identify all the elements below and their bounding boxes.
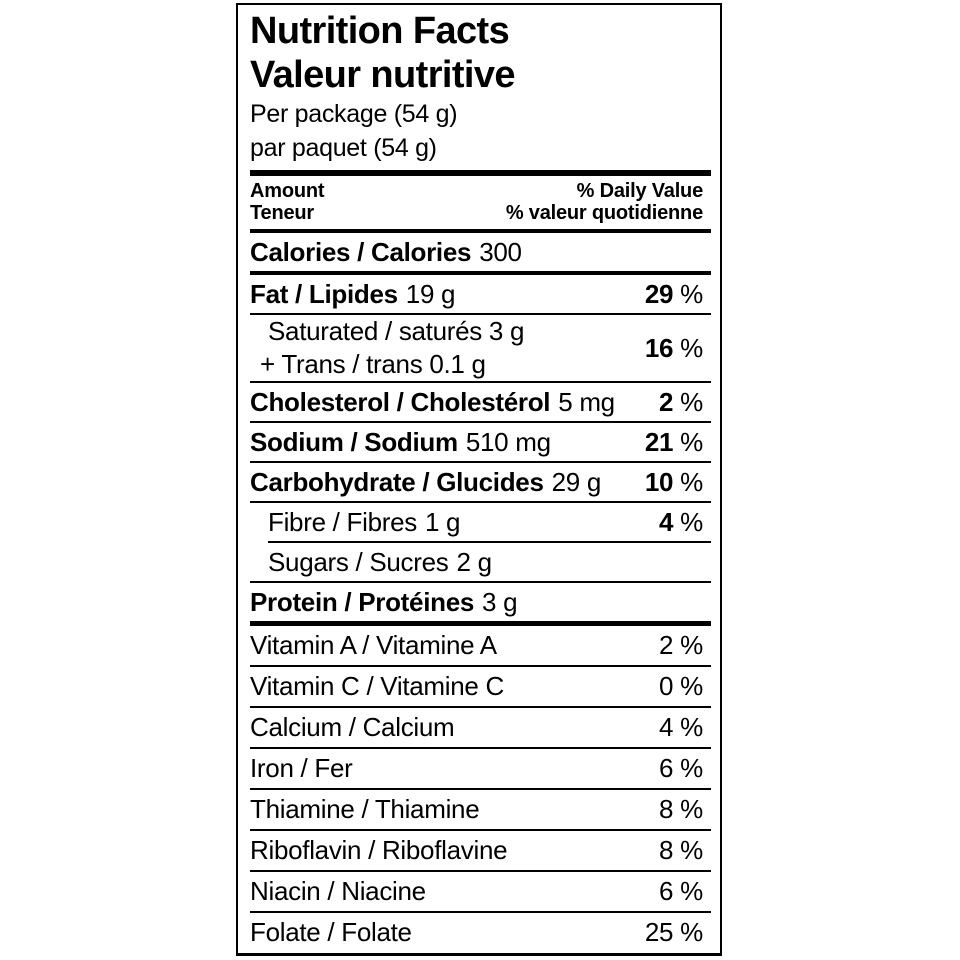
serving-size-fr: par paquet (54 g) — [250, 134, 437, 162]
percent-sign: % — [680, 506, 703, 537]
dv-number: 8 — [659, 794, 674, 824]
dv-number: 21 — [644, 426, 674, 457]
nutrient-name: Fibre / Fibres — [268, 506, 417, 537]
calories-value: 300 — [479, 236, 522, 267]
nutrient-amount: 29 g — [551, 466, 602, 497]
nutrient-row-cholesterol — [250, 383, 711, 421]
dv-number: 2 — [659, 386, 674, 417]
dv-number: 29 — [644, 278, 674, 309]
percent-sign: % — [680, 794, 703, 824]
micronutrient-row-vitamin-a — [250, 626, 711, 665]
micronutrient-name: Calcium / Calcium — [250, 712, 455, 742]
micronutrient-row-calcium — [250, 708, 711, 747]
amount-header-en: Amount — [250, 180, 325, 202]
label-title-en: Nutrition Facts — [250, 10, 510, 52]
nutrient-amount: 1 g — [424, 506, 461, 537]
dv-number: 6 — [659, 876, 674, 906]
nutrient-name: Sodium / Sodium — [250, 426, 458, 457]
serving-size-en: Per package (54 g) — [250, 100, 458, 128]
micronutrient-row-niacin — [250, 872, 711, 911]
percent-sign: % — [680, 466, 703, 497]
nutrient-row-sugars — [250, 543, 711, 581]
daily-value — [659, 753, 703, 784]
saturated-line: Saturated / saturés 3 g — [268, 316, 525, 346]
nutrient-name: Sugars / Sucres — [268, 546, 449, 577]
nutrient-label-group — [250, 279, 455, 310]
nutrient-label-group — [250, 315, 524, 381]
micronutrient-name: Niacin / Niacine — [250, 876, 426, 906]
nutrient-label-group — [250, 467, 601, 498]
micronutrient-name: Iron / Fer — [250, 753, 353, 783]
nutrient-row-carbohydrate — [250, 463, 711, 501]
calories-row — [250, 233, 711, 271]
daily-value-header-fr: % valeur quotidienne — [505, 202, 703, 224]
nutrient-amount: 5 mg — [558, 386, 615, 417]
percent-sign: % — [680, 386, 703, 417]
micronutrient-row-riboflavin — [250, 831, 711, 870]
daily-value — [659, 835, 703, 866]
daily-value — [645, 279, 703, 310]
calories-label-group — [250, 237, 522, 268]
percent-sign: % — [680, 278, 703, 309]
daily-value — [659, 630, 703, 661]
dv-number: 4 — [659, 506, 674, 537]
daily-value — [645, 427, 703, 458]
daily-value — [659, 712, 703, 743]
dv-number: 4 — [659, 712, 674, 742]
micronutrient-name: Vitamin A / Vitamine A — [250, 630, 497, 660]
micronutrient-row-iron — [250, 749, 711, 788]
nutrient-label-group — [250, 587, 517, 618]
nutrient-row-fat — [250, 275, 711, 313]
amount-header-fr: Teneur — [250, 202, 314, 224]
nutrient-row-saturated-trans — [250, 315, 711, 381]
column-headers — [250, 176, 711, 229]
daily-value — [659, 507, 703, 538]
daily-value — [645, 917, 703, 948]
daily-value — [659, 876, 703, 907]
nutrient-label-group — [250, 387, 615, 418]
dv-number: 10 — [644, 466, 674, 497]
micronutrient-name: Folate / Folate — [250, 917, 412, 947]
micronutrient-row-thiamine — [250, 790, 711, 829]
nutrient-name: Protein / Protéines — [250, 586, 475, 617]
percent-sign: % — [680, 753, 703, 783]
daily-value — [659, 794, 703, 825]
dv-number: 0 — [659, 671, 674, 701]
nutrient-amount: 19 g — [405, 278, 456, 309]
nutrient-amount: 2 g — [456, 546, 492, 577]
nutrient-row-fibre — [250, 503, 711, 541]
percent-sign: % — [680, 332, 703, 363]
daily-value — [659, 671, 703, 702]
dv-number: 8 — [659, 835, 674, 865]
nutrition-facts-label — [236, 3, 722, 956]
percent-sign: % — [680, 630, 703, 660]
percent-sign: % — [680, 671, 703, 701]
percent-sign: % — [680, 426, 703, 457]
daily-value — [659, 387, 703, 418]
dv-number: 16 — [644, 332, 674, 363]
nutrient-name: Fat / Lipides — [250, 278, 398, 309]
percent-sign: % — [680, 917, 703, 947]
dv-number: 2 — [659, 630, 674, 660]
dv-number: 6 — [659, 753, 674, 783]
nutrient-amount: 510 mg — [465, 426, 551, 457]
nutrient-label-group — [250, 427, 551, 458]
daily-value — [645, 467, 703, 498]
nutrient-label-group — [250, 507, 460, 538]
micronutrient-name: Riboflavin / Riboflavine — [250, 835, 508, 865]
nutrient-row-protein — [250, 583, 711, 621]
micronutrient-row-vitamin-c — [250, 667, 711, 706]
label-title-fr: Valeur nutritive — [250, 54, 515, 96]
dv-number: 25 — [644, 917, 674, 947]
nutrient-row-sodium — [250, 423, 711, 461]
percent-sign: % — [680, 835, 703, 865]
micronutrient-name: Vitamin C / Vitamine C — [250, 671, 504, 701]
nutrient-amount: 3 g — [482, 586, 518, 617]
micronutrient-row-folate — [250, 913, 711, 952]
label-content — [238, 9, 720, 952]
daily-value-header-en: % Daily Value — [576, 180, 703, 202]
percent-sign: % — [680, 876, 703, 906]
nutrient-name: Carbohydrate / Glucides — [250, 466, 544, 497]
column-header-row-fr — [250, 202, 703, 224]
micronutrient-name: Thiamine / Thiamine — [250, 794, 480, 824]
calories-label: Calories / Calories — [250, 236, 472, 267]
column-header-row-en — [250, 180, 703, 202]
percent-sign: % — [680, 712, 703, 742]
daily-value — [645, 333, 703, 364]
nutrient-label-group — [250, 547, 492, 578]
nutrient-name: Cholesterol / Cholestérol — [250, 386, 551, 417]
trans-line: + Trans / trans 0.1 g — [260, 349, 486, 379]
